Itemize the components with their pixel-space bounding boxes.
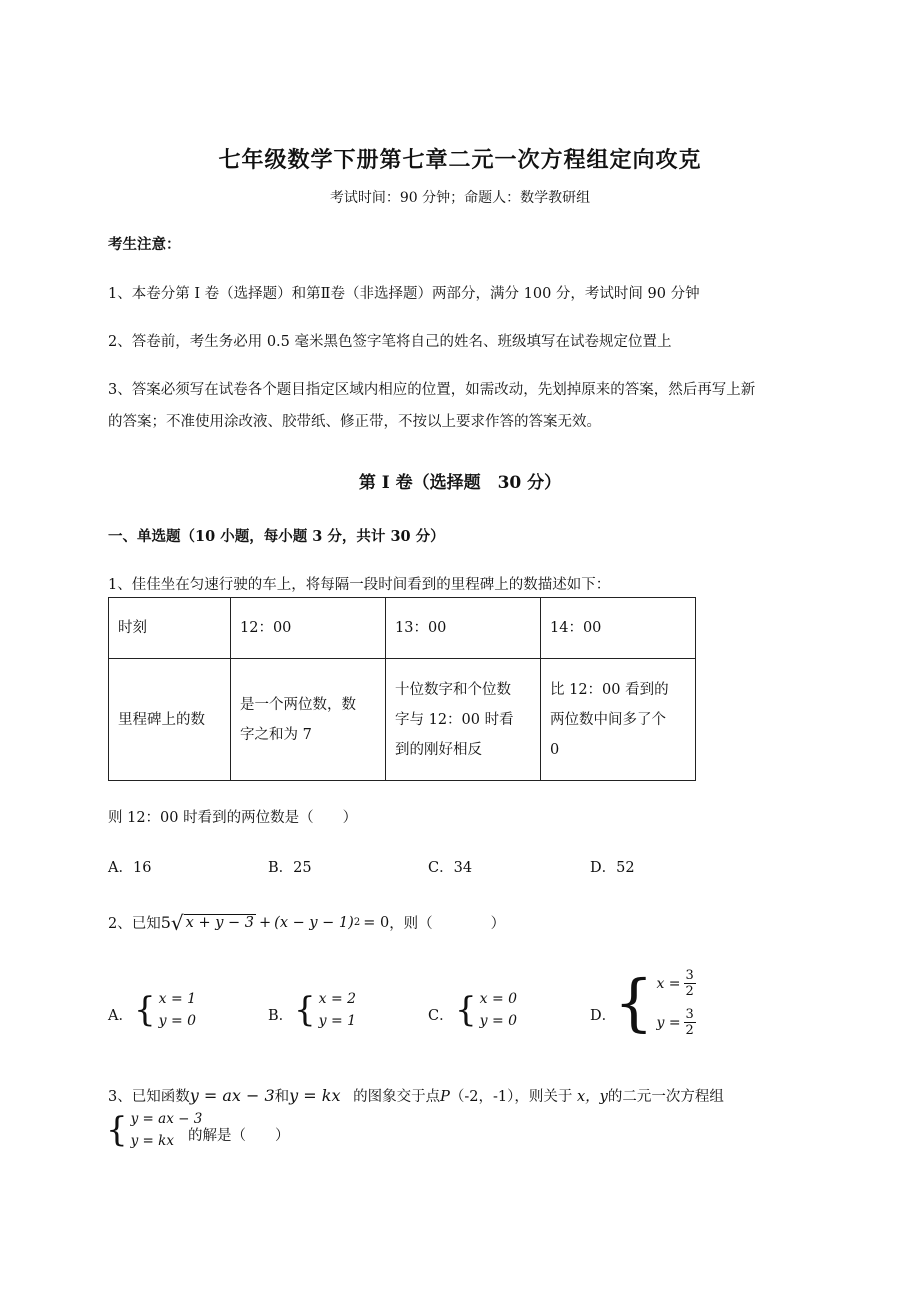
q2-coef: 5 <box>160 913 171 932</box>
eq-line: y = 1 <box>318 1013 357 1029</box>
q2-option-c-label[interactable]: C． <box>428 1008 454 1024</box>
q3-stem <box>108 1085 724 1106</box>
q1-option-c[interactable]: C．34 <box>428 860 473 876</box>
cell-line: 到的刚好相反 <box>395 741 482 758</box>
fraction <box>684 1007 696 1038</box>
cell-line: 字之和为 7 <box>240 726 312 743</box>
q2-option-b-label[interactable]: B． <box>268 1008 294 1024</box>
q2-option-d-system[interactable] <box>614 968 696 1038</box>
fraction <box>684 968 696 999</box>
q3-coords: （-2，-1），则关于 <box>449 1089 573 1105</box>
q2-option-a-label[interactable]: A． <box>108 1008 133 1024</box>
cell-line: 两位数中间多了个 <box>550 711 666 728</box>
q3-after: 的解是（ ） <box>188 1128 290 1144</box>
table-cell: 12：00 <box>231 598 386 659</box>
cell-line: 比 12：00 看到的 <box>550 681 669 698</box>
eq-line: y = 0 <box>158 1013 197 1029</box>
section-title: 第 I 卷（选择题 30 分） <box>358 473 562 493</box>
milestone-table <box>108 597 696 781</box>
left-brace-icon: { <box>614 966 654 1039</box>
notice-item-2: 2、答卷前，考生务必用 0.5 毫米黑色签字笔将自己的姓名、班级填写在试卷规定位置上 <box>108 334 672 350</box>
q2-option-d-label[interactable]: D． <box>590 1008 617 1024</box>
q2-option-b-system[interactable] <box>294 988 356 1032</box>
q3-mid: 的图象交于点 <box>353 1089 441 1105</box>
notice-item-3-line2: 的答案；不准使用涂改液、胶带纸、修正带，不按以上要求作答的答案无效。 <box>108 414 601 430</box>
table-cell <box>231 659 386 781</box>
q2-option-c-system[interactable] <box>455 988 517 1032</box>
fraction-num: 3 <box>685 1007 694 1022</box>
left-brace-icon: { <box>106 1110 128 1150</box>
table-row <box>109 598 696 659</box>
q3-vars: x，y <box>577 1089 608 1105</box>
eq-lhs: x = <box>656 975 681 992</box>
cell-line: 十位数字和个位数 <box>395 681 511 698</box>
fraction-den: 2 <box>685 1023 694 1038</box>
table-cell <box>541 659 696 781</box>
eq-lhs: y = <box>656 1014 681 1031</box>
q2-option-a-system[interactable] <box>134 988 196 1032</box>
q1-question: 则 12：00 时看到的两位数是（ ） <box>108 810 358 826</box>
table-cell <box>386 659 541 781</box>
eq-line: y = 0 <box>479 1013 518 1029</box>
eq-line: x = 2 <box>318 991 357 1007</box>
q2-stem <box>108 912 505 933</box>
q3-tail: 的二元一次方程组 <box>607 1089 724 1105</box>
q3-and: 和 <box>274 1089 290 1105</box>
q3-f1: y = ax − 3 <box>189 1086 275 1105</box>
notice-item-3-line1: 3、答案必须写在试卷各个题目指定区域内相应的位置，如需改动，先划掉原来的答案，然后再写上新 <box>108 382 756 398</box>
eq-line: y = ax − 3 <box>130 1111 203 1127</box>
q2-radicand: x + y − 3 <box>185 915 255 931</box>
left-brace-icon: { <box>294 990 316 1030</box>
q3-f2: y = kx <box>289 1086 341 1105</box>
eq-line <box>656 968 695 999</box>
sqrt-icon: √ <box>170 910 184 935</box>
q2-eq: = 0 <box>363 914 390 931</box>
left-brace-icon: { <box>455 990 477 1030</box>
q3-prefix: 3、已知函数 <box>108 1089 190 1105</box>
eq-line: x = 1 <box>158 991 197 1007</box>
q1-option-b[interactable]: B．25 <box>268 860 312 876</box>
eq-line <box>656 1007 695 1038</box>
q2-paren: (x − y − 1) <box>274 914 354 931</box>
q1-stem: 1、佳佳坐在匀速行驶的车上，将每隔一段时间看到的里程碑上的数描述如下： <box>108 577 611 593</box>
notice-item-1: 1、本卷分第 I 卷（选择题）和第Ⅱ卷（非选择题）两部分，满分 100 分，考试时间 90 分钟 <box>108 286 700 302</box>
part-title: 一、单选题（10 小题，每小题 3 分，共计 30 分） <box>108 528 445 545</box>
eq-line: y = kx <box>130 1133 174 1149</box>
fraction-num: 3 <box>685 968 694 983</box>
q3-point: P <box>440 1089 450 1105</box>
left-brace-icon: { <box>134 990 156 1030</box>
notice-heading: 考生注意： <box>108 236 181 253</box>
table-cell: 里程碑上的数 <box>109 659 231 781</box>
q2-suffix: ，则（ ） <box>389 916 506 932</box>
q1-option-d[interactable]: D．52 <box>590 860 635 876</box>
q1-option-a[interactable]: A．16 <box>108 860 152 876</box>
q2-exp: 2 <box>353 917 361 928</box>
table-row <box>109 659 696 781</box>
q2-prefix: 2、已知 <box>108 916 161 932</box>
cell-line: 字与 12：00 时看 <box>395 711 514 728</box>
fraction-den: 2 <box>685 984 694 999</box>
q2-plus: + <box>259 914 272 931</box>
table-cell: 时刻 <box>109 598 231 659</box>
exam-info: 考试时间：90 分钟；命题人：数学教研组 <box>329 190 591 206</box>
page-title: 七年级数学下册第七章二元一次方程组定向攻克 <box>218 147 702 173</box>
cell-line: 0 <box>550 741 560 758</box>
table-cell: 14：00 <box>541 598 696 659</box>
eq-line: x = 0 <box>479 991 518 1007</box>
cell-line: 是一个两位数，数 <box>240 696 356 713</box>
table-cell: 13：00 <box>386 598 541 659</box>
